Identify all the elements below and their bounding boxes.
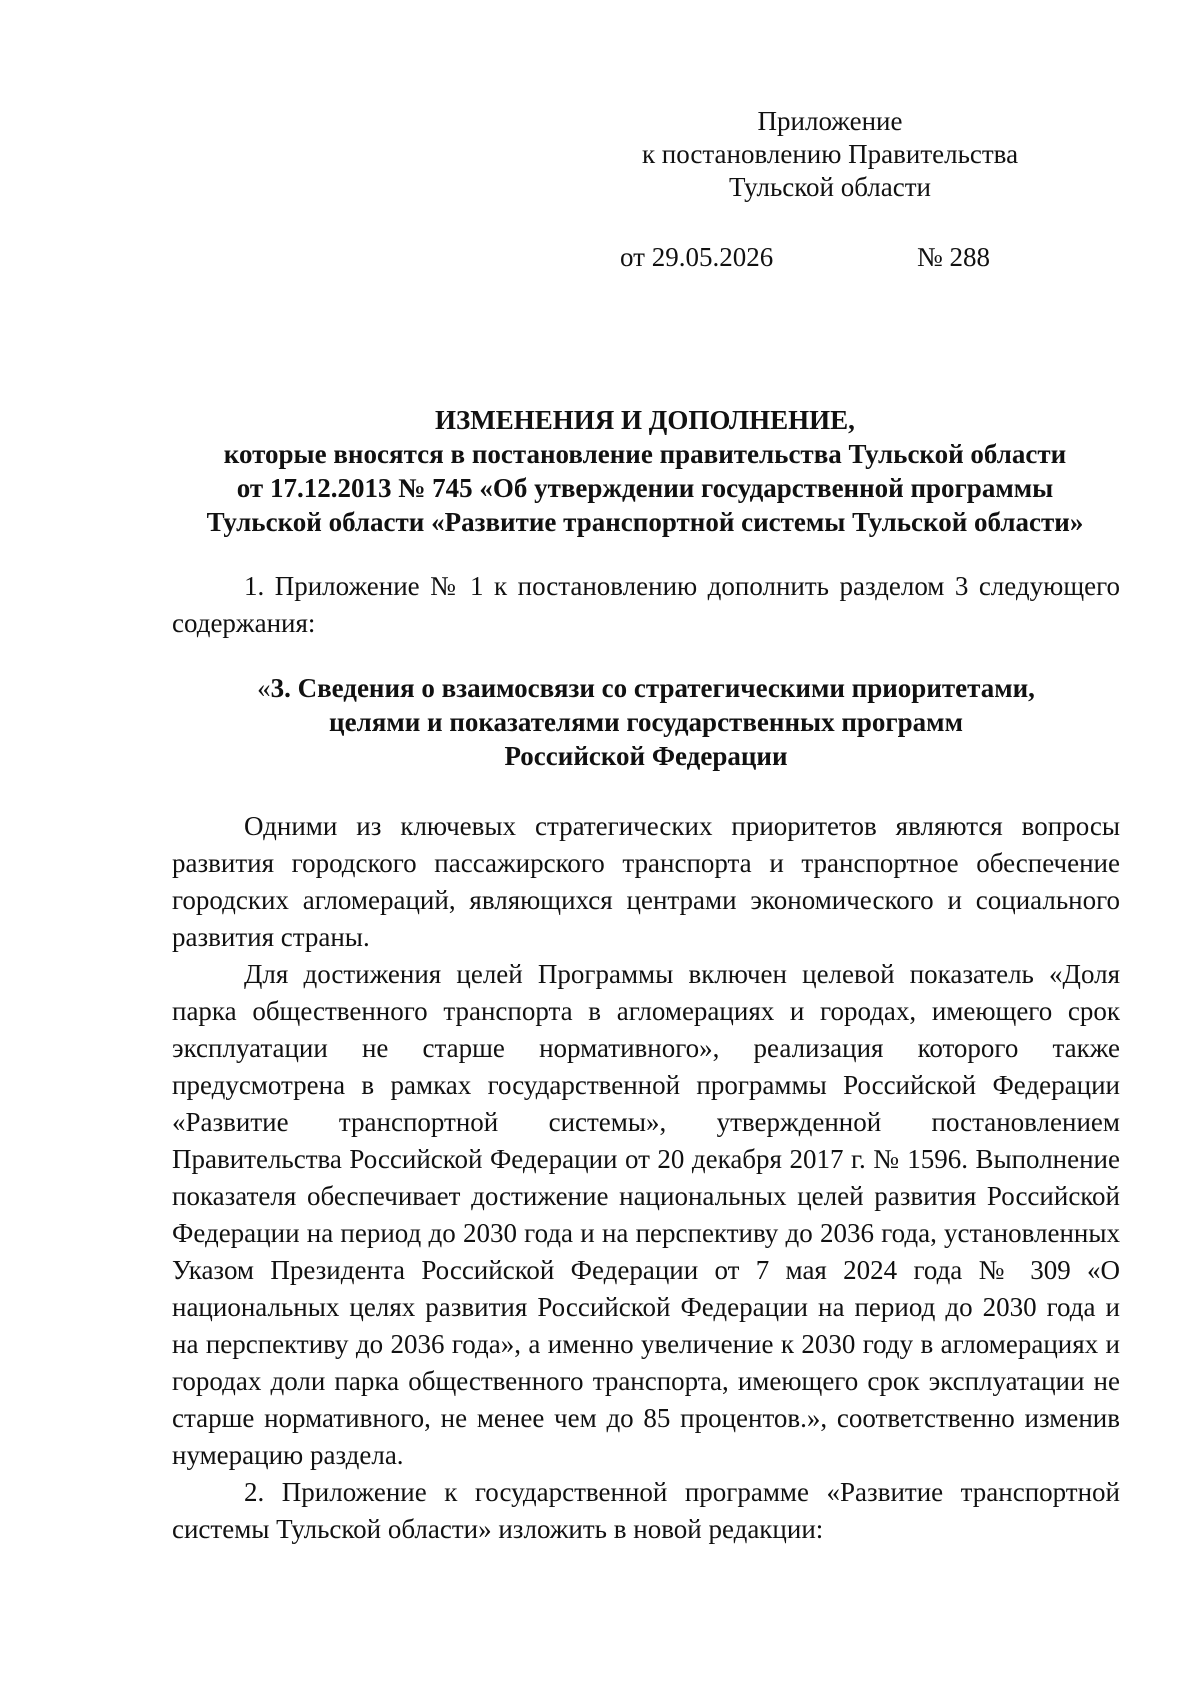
section-title-line-3: Российской Федерации <box>504 741 788 771</box>
appendix-line-2: к постановлению Правительства <box>641 139 1019 169</box>
appendix-line-3: Тульской области <box>729 172 931 202</box>
paragraph-1: Одними из ключевых стратегических приоритетов являются вопросы развития городского пассажирского транспорта и транспортное обеспечение городских агломераций, являющихся центрами экономического и социального развития страны. <box>172 811 1120 952</box>
document-title <box>160 403 1130 539</box>
section-3-body <box>172 808 1120 1548</box>
title-line-2: которые вносятся в постановление правительства Тульской области <box>223 439 1067 469</box>
section-3-title <box>172 671 1120 773</box>
title-line-1: ИЗМЕНЕНИЯ И ДОПОЛНЕНИЕ, <box>435 405 855 435</box>
title-line-4: Тульской области «Развитие транспортной системы Тульской области» <box>206 507 1084 537</box>
decree-date: от 29.05.2026 <box>620 242 774 272</box>
section-title-line-1-text: 3. Сведения о взаимосвязи со стратегическими приоритетами, <box>270 673 1035 703</box>
item-1-block <box>172 568 1120 642</box>
section-title-line-1 <box>172 671 1120 705</box>
appendix-line-1: Приложение <box>757 106 903 136</box>
item-1-paragraph: 1. Приложение № 1 к постановлению дополнить разделом 3 следующего содержания: <box>172 571 1120 638</box>
decree-number: № 288 <box>916 242 990 272</box>
item-2-paragraph: 2. Приложение к государственной программе «Развитие транспортной системы Тульской области» изложить в новой редакции: <box>172 1477 1120 1544</box>
title-line-3: от 17.12.2013 № 745 «Об утверждении государственной программы <box>236 473 1054 503</box>
section-title-line-2: целями и показателями государственных программ <box>329 707 963 737</box>
section-title-open-quote: « <box>257 673 271 703</box>
paragraph-2: Для достижения целей Программы включен целевой показатель «Доля парка общественного транспорта в агломерациях и городах, имеющего срок эксплуатации не старше нормативного», реализация которого также предусмотрена в рамках государственной программы Российской Федерации «Развитие транспортной системы», утвержденной постановлением Правительства Российской Федерации от 20 декабря 2017 г. № 1596. Выполнение показателя обеспечивает достижение национальных целей развития Российской Федерации на период до 2030 года и на перспективу до 2036 года, установленных Указом Президента Российской Федерации от 7 мая 2024 года № 309 «О национальных целях развития Российской Федерации на период до 2030 года и на перспективу до 2036 года», а именно увеличение к 2030 году в агломерациях и городах доли парка общественного транспорта, имеющего срок эксплуатации не старше нормативного, не менее чем до 85 процентов.», соответственно изменив нумерацию раздела. <box>172 959 1120 1470</box>
appendix-header <box>600 105 1060 204</box>
